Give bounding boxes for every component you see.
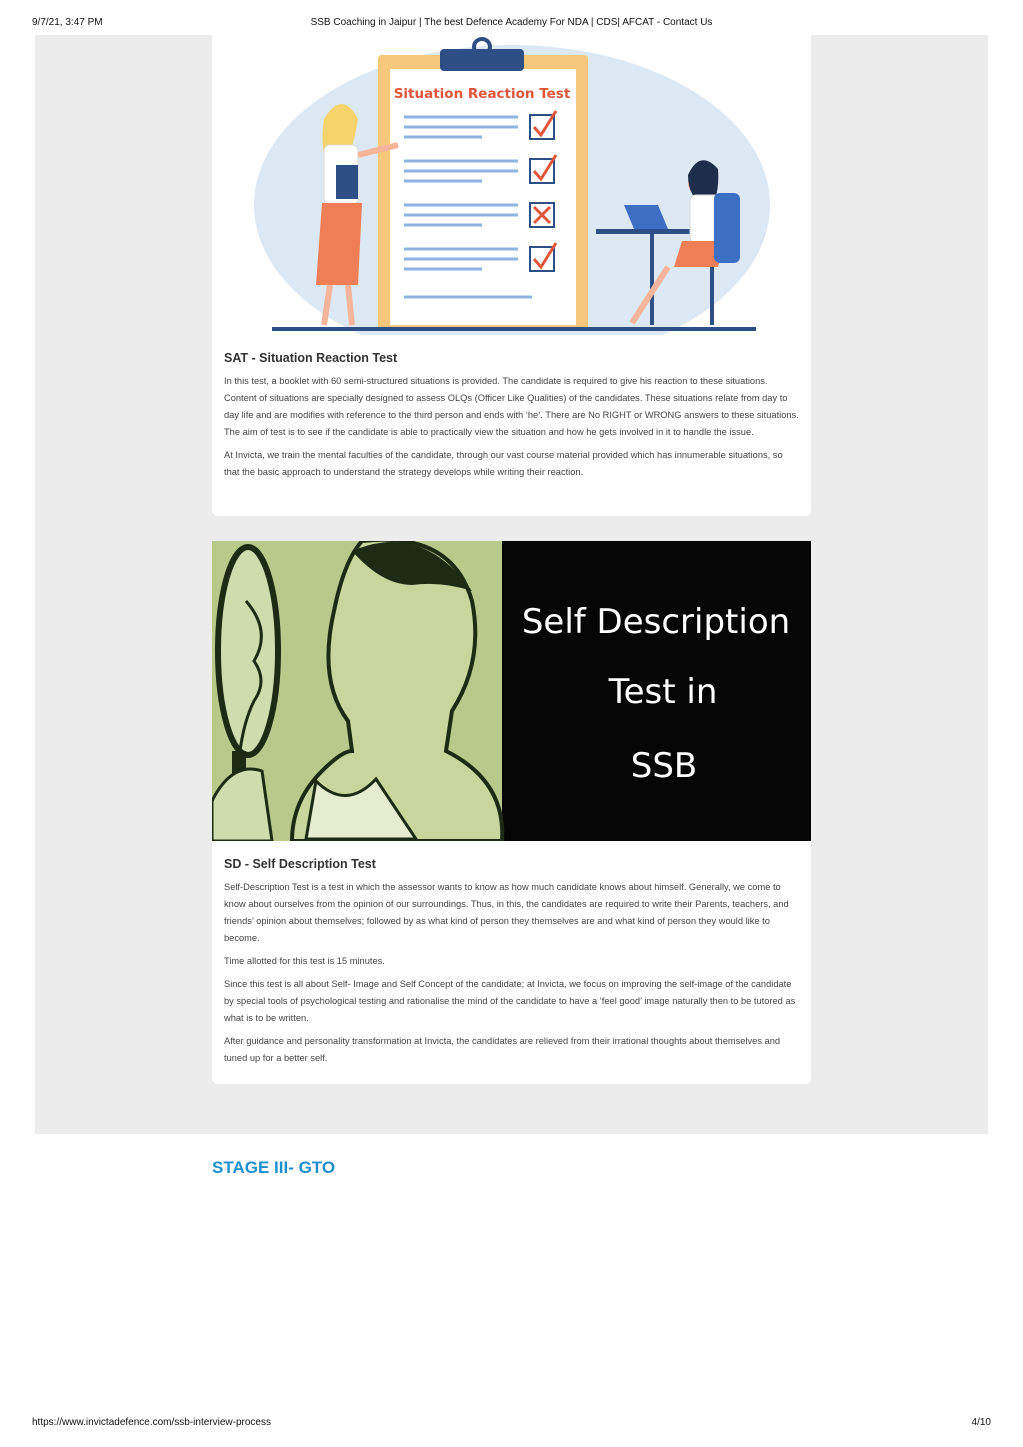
situation-reaction-test-illustration [212, 35, 811, 335]
sd-paragraph-4: After guidance and personality transformation at Invicta, the candidates are relieved from their irrational thoughts about themselves and tuned up for a better self. [224, 1036, 781, 1063]
self-description-test-image [212, 541, 811, 841]
sd-heading: SD - Self Description Test [224, 857, 376, 871]
print-header [0, 17, 1023, 31]
sd-paragraph-2: Time allotted for this test is 15 minutes. [224, 956, 385, 966]
sd-text [224, 857, 799, 1073]
sat-text [224, 351, 799, 487]
print-page-title: SSB Coaching in Jaipur | The best Defence Academy For NDA | CDS| AFCAT - Contact Us [310, 17, 713, 28]
page-url: https://www.invictadefence.com/ssb-interview-process [32, 1417, 271, 1428]
image-caption-line-2: Test in [608, 672, 718, 712]
illustration-title: Situation Reaction Test [393, 86, 571, 102]
sat-paragraph-1: In this test, a booklet with 60 semi-structured situations is provided. The candidate is required to give his reaction to these situations. Content of situations are specially designed to assess OLQs (Officer Like Qualities) of the candidates. These situations relate from day to day life and are modifies with reference to the third person and ends with ‘he’. There are No RIGHT or WRONG answers to these situations. The aim of test is to see if the candidate is able to practically view the situation and how he gets involved in it to handle the issue. [224, 376, 799, 437]
sat-paragraph-2: At Invicta, we train the mental faculties of the candidate, through our vast course material provided which has innumerable situations, so that the basic approach to understand the strategy develops while writing their reaction. [224, 450, 783, 477]
sat-heading: SAT - Situation Reaction Test [224, 351, 398, 365]
sd-paragraph-3: Since this test is all about Self- Image and Self Concept of the candidate; at Invicta, we focus on improving the self-image of the candidate by special tools of psychological testing and rationalise the mind of the candidate to have a ‘feel good’ image naturally then to be tutored as what is to be written. [224, 979, 796, 1023]
sat-card [212, 35, 811, 516]
sd-card [212, 541, 811, 1084]
print-datetime: 9/7/21, 3:47 PM [32, 17, 103, 28]
image-caption-line-3: SSB [630, 746, 698, 786]
page-number: 4/10 [971, 1417, 991, 1428]
sd-paragraph-1: Self-Description Test is a test in which the assessor wants to know as how much candidate knows about himself. Generally, we come to know about ourselves from the opinion of our surroundings. Thus, in this, the candidates are required to write their Parents, teachers, and friends’ opinion about themselves; followed by as what kind of person they themselves are and what kind of person they would like to become. [224, 882, 789, 943]
image-caption-line-1: Self Description [521, 602, 791, 642]
stage-heading: STAGE III- GTO [212, 1158, 336, 1177]
